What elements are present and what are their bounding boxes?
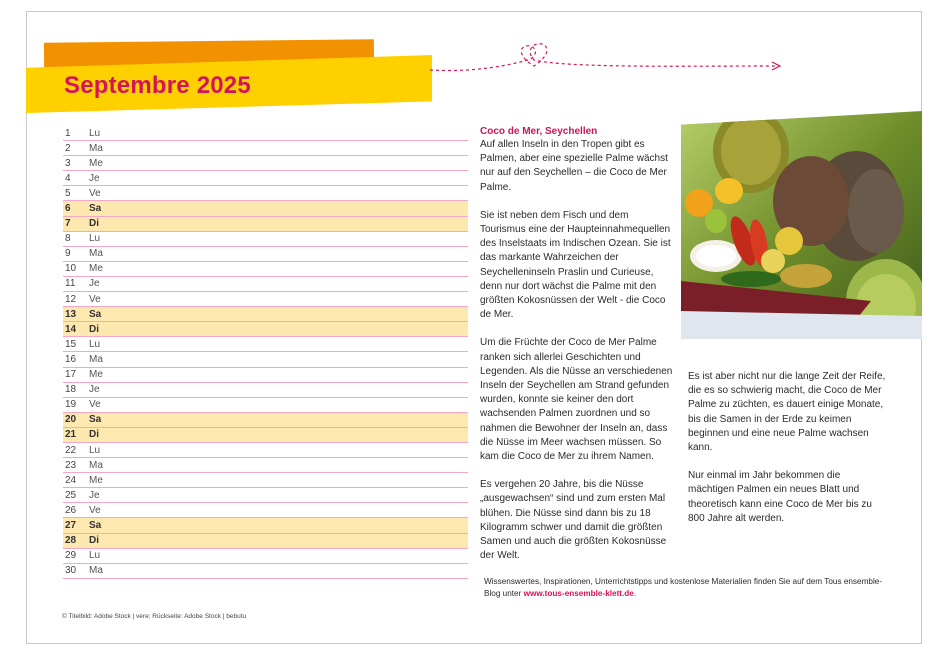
calendar-row (63, 458, 468, 473)
calendar-row (63, 186, 468, 201)
photo-credit: © Titelbild: Adobe Stock | vere; Rückseite: Adobe Stock | bebutu (62, 613, 247, 620)
day-number: 16 (65, 353, 77, 365)
day-name: Sa (89, 203, 102, 215)
day-number: 22 (65, 444, 77, 456)
day-number: 13 (65, 308, 77, 320)
day-name: Di (89, 429, 99, 441)
calendar-row (63, 534, 468, 549)
calendar-row (63, 352, 468, 367)
day-name: Ma (89, 248, 103, 260)
calendar-row (63, 564, 468, 579)
calendar-row (63, 503, 468, 518)
calendar-row (63, 292, 468, 307)
day-name: Ve (89, 399, 101, 411)
day-number: 5 (65, 187, 71, 199)
calendar-row (63, 383, 468, 398)
article-paragraph: Es ist aber nicht nur die lange Zeit der Reife, die es so schwierig macht, die Coco de Mer Palme zu züchten, es dauert einige Monate, bis die Samen in der Erde zu keimen beginnen und eine neue Palme wachsen kann. (688, 371, 886, 454)
calendar-row (63, 232, 468, 247)
blog-link[interactable]: www.tous-ensemble-klett.de (523, 589, 634, 598)
day-name: Sa (89, 308, 102, 320)
calendar-row (63, 368, 468, 383)
day-number: 8 (65, 233, 71, 245)
day-number: 25 (65, 489, 77, 501)
day-name: Sa (89, 519, 102, 531)
day-number: 21 (65, 429, 77, 441)
day-number: 2 (65, 142, 71, 154)
day-name: Me (89, 474, 103, 486)
day-name: Me (89, 157, 103, 169)
calendar-row (63, 201, 468, 216)
day-name: Ma (89, 459, 103, 471)
article-right-column (688, 370, 888, 540)
article-paragraph: Um die Früchte der Coco de Mer Palme ranken sich allerlei Geschichten und Legenden. Als die Nüsse an verschiedenen Inseln der Seychellen am Strand gefunden wurden, konnte sie keiner den dort wachsenden Palmen zuordnen und so nahmen die Bewohner der Inseln an, dass die Nüsse im Meer wachsen müssen. So kam die Coco de Mer zu ihrem Namen. (480, 337, 673, 463)
calendar-row (63, 428, 468, 443)
day-name: Lu (89, 233, 101, 245)
calendar-row (63, 488, 468, 503)
day-number: 14 (65, 323, 77, 335)
day-name: Lu (89, 127, 101, 139)
blog-note-end: . (633, 589, 637, 598)
day-number: 24 (65, 474, 77, 486)
day-number: 19 (65, 399, 77, 411)
article-left-column (480, 125, 676, 577)
day-number: 30 (65, 565, 77, 577)
day-number: 17 (65, 369, 77, 381)
article-paragraph: Sie ist neben dem Fisch und dem Tourismus eine der Haupteinnahmequellen des Inselstaats im Indischen Ozean. Sie ist das markante Wahrzeichen der Seychelleninseln Praslin und Curieuse, denn nur dort wächst die Palme mit den größten Kokosnüssen der Welt - die Coco de Mer. (480, 209, 671, 321)
day-number: 4 (65, 172, 71, 184)
day-number: 15 (65, 338, 77, 350)
day-name: Lu (89, 550, 101, 562)
calendar-row (63, 398, 468, 413)
article-paragraph: Nur einmal im Jahr bekommen die mächtigen Palmen ein neues Blatt und theoretisch kann eine Coco de Mer bis zu 800 Jahre alt werden. (688, 470, 872, 524)
calendar-row (63, 262, 468, 277)
fruit-photo (681, 111, 922, 339)
day-number: 7 (65, 218, 71, 230)
day-number: 3 (65, 157, 71, 169)
day-number: 12 (65, 293, 77, 305)
calendar-row (63, 171, 468, 186)
day-number: 29 (65, 550, 77, 562)
month-title: Septembre 2025 (64, 72, 251, 99)
day-name: Je (89, 384, 100, 396)
day-name: Lu (89, 338, 101, 350)
day-name: Ve (89, 504, 101, 516)
day-number: 20 (65, 414, 77, 426)
day-number: 28 (65, 535, 77, 547)
day-name: Me (89, 263, 103, 275)
day-name: Di (89, 535, 99, 547)
calendar-row (63, 247, 468, 262)
day-name: Je (89, 278, 100, 290)
calendar-row (63, 217, 468, 232)
day-name: Di (89, 323, 99, 335)
calendar-row (63, 413, 468, 428)
heart-dashed-arrow-icon (428, 38, 788, 78)
day-name: Ma (89, 142, 103, 154)
calendar-row (63, 277, 468, 292)
calendar-row (63, 307, 468, 322)
calendar-row (63, 549, 468, 564)
blog-note (484, 576, 884, 600)
calendar-row (63, 141, 468, 156)
blog-note-text: Wissenswertes, Inspirationen, Unterrichtstipps und kostenlose Materialien finden Sie auf dem Tous ensemble-Blog unter (484, 577, 883, 598)
day-name: Ma (89, 565, 103, 577)
day-number: 27 (65, 519, 77, 531)
day-number: 23 (65, 459, 77, 471)
article-paragraph: Auf allen Inseln in den Tropen gibt es Palmen, aber eine spezielle Palme wächst nur auf den Seychellen – die Coco de Mer Palme. (480, 139, 668, 193)
calendar-row (63, 518, 468, 533)
calendar-row (63, 126, 468, 141)
day-name: Je (89, 489, 100, 501)
day-number: 18 (65, 384, 77, 396)
day-number: 10 (65, 263, 77, 275)
calendar-row (63, 322, 468, 337)
day-number: 6 (65, 203, 71, 215)
calendar-row (63, 443, 468, 458)
day-number: 26 (65, 504, 77, 516)
day-number: 9 (65, 248, 71, 260)
day-name: Di (89, 218, 99, 230)
day-name: Ve (89, 187, 101, 199)
calendar-row (63, 337, 468, 352)
day-name: Lu (89, 444, 101, 456)
day-number: 11 (65, 278, 76, 290)
day-number: 1 (65, 127, 71, 139)
day-name: Me (89, 369, 103, 381)
day-name: Ve (89, 293, 101, 305)
article-paragraph: Es vergehen 20 Jahre, bis die Nüsse „ausgewachsen“ sind und zum ersten Mal blühen. Die Nüsse sind dann bis zu 18 Kilogramm schwer und damit die größten Samen und auch die größten Kokosnüsse der Welt. (480, 479, 667, 562)
calendar-row (63, 156, 468, 171)
day-name: Ma (89, 353, 103, 365)
calendar-list (63, 126, 468, 579)
calendar-row (63, 473, 468, 488)
article-heading: Coco de Mer, Seychellen (480, 126, 598, 137)
day-name: Je (89, 172, 100, 184)
day-name: Sa (89, 414, 102, 426)
